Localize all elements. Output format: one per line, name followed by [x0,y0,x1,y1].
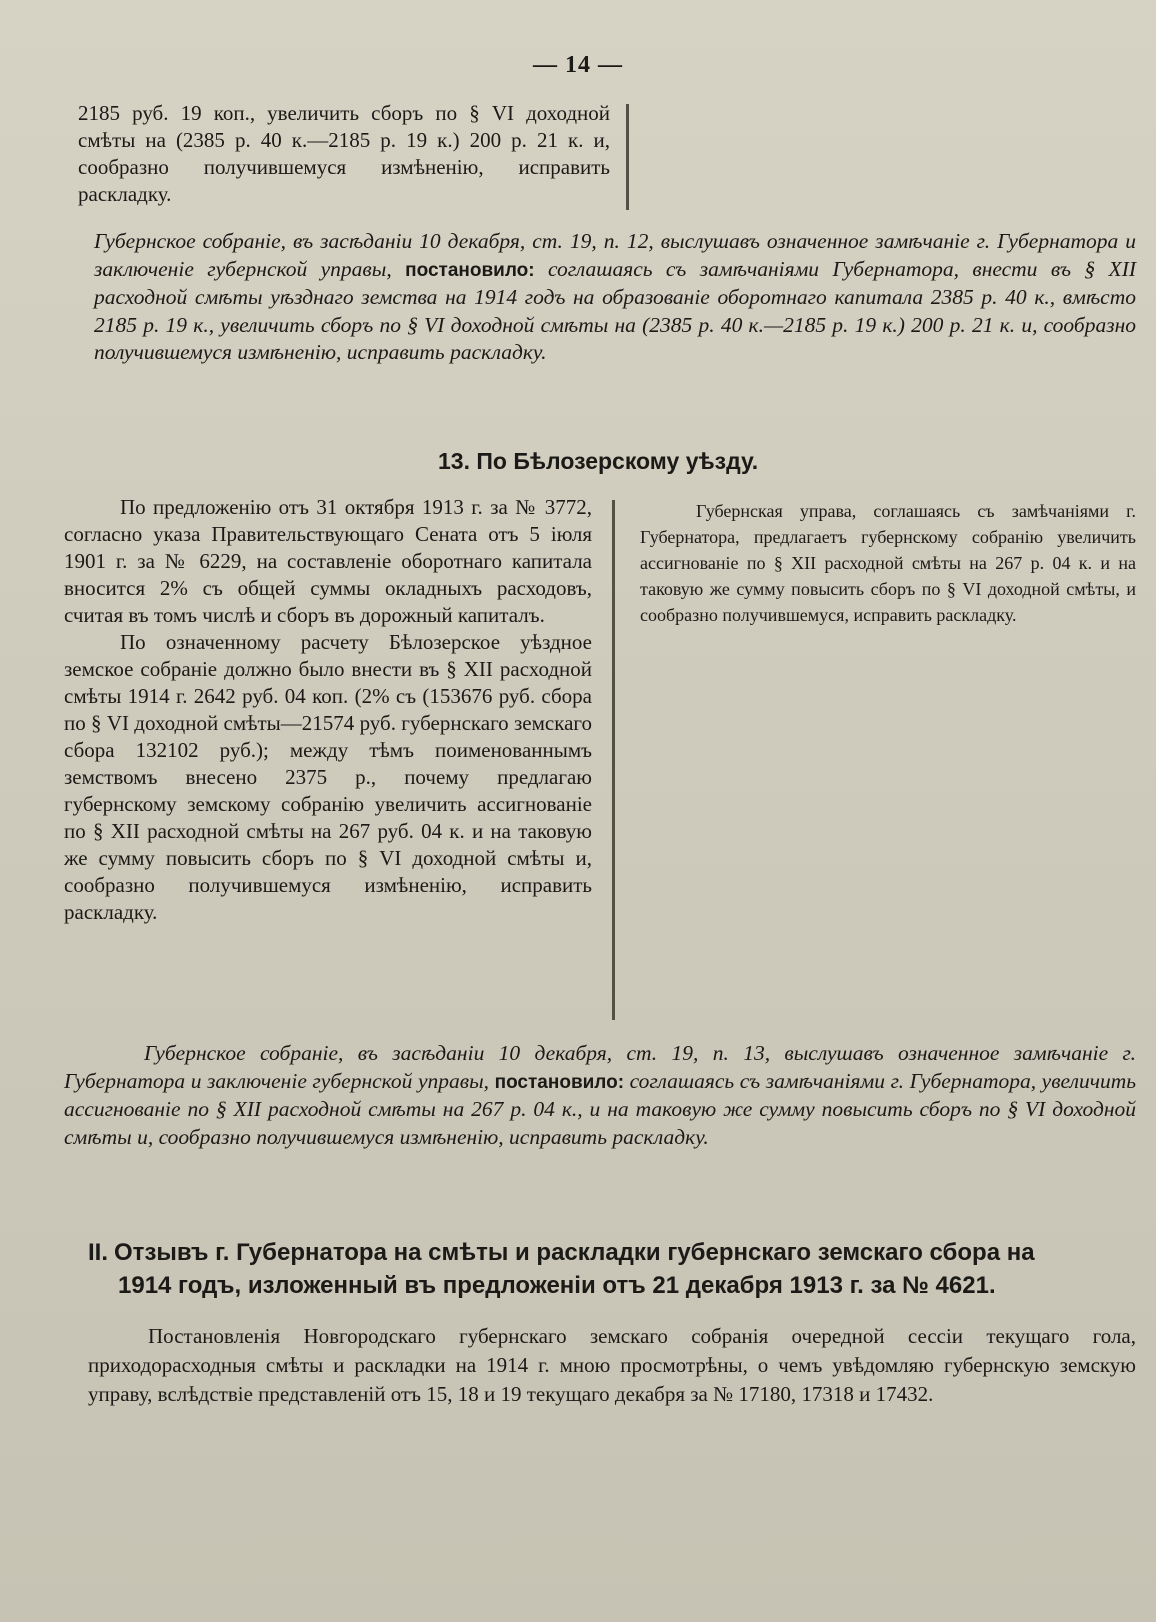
section-ii-heading-line-2: 1914 годъ, изложенный въ предложеніи отъ 21 декабря 1913 г. за № 4621. [118,1272,996,1299]
section-13-left-paragraph-1: По предложенію отъ 31 октября 1913 г. за № 3772, согласно указа Правительствующаго Сената отъ 5 іюля 1901 г. за № 6229, на составленіе оборотнаго капитала вносится 2% съ общей суммы окладныхъ расходовъ, считая въ томъ числѣ и сборъ въ дорожный капиталъ. [64,495,592,627]
section-13-right-column [640,498,1136,628]
column-divider-top [626,104,629,210]
resolution-13-after: соглашаясь съ замѣчаніями г. Губернатора, увеличить ассигнованіе по § XII расходной смѣты на 267 р. 04 к., и на таковую же сумму повысить сборъ по § VI доходной смѣты и, сообразно получившемуся измѣненію, исправить раскладку. [64,1068,1137,1149]
page-number: — 14 — [533,52,623,78]
resolution-12-before: Губернское собраніе, въ засѣданіи 10 декабря, ст. 19, п. 12, выслушавъ означенное замѣчаніе г. Губернатора и заключеніе губернской управы, [94,229,1136,281]
section-ii-body-paragraph: Постановленія Новгородскаго губернскаго земскаго собранія очередной сессіи текущаго гола, приходорасходныя смѣты и раскладки на 1914 г. мною просмотрѣны, о чемъ увѣдомляю губернскую земскую управу, вслѣдствіе представленій отъ 15, 18 и 19 текущаго декабря за № 17180, 17318 и 17432. [88,1324,1136,1406]
carry-over-paragraph: 2185 руб. 19 коп., увеличить сборъ по § VI доходной смѣты на (2385 р. 40 к.—2185 р. 19 к.) 200 р. 21 к. и, сообразно получившемуся измѣненію, исправить раскладку. [78,101,610,206]
section-13-left-paragraph-2: По означенному расчету Бѣлозерское уѣздное земское собраніе должно было внести въ § XII расходной смѣты 1914 г. 2642 руб. 04 коп. (2% съ (153676 руб. сбора по § VI доходной смѣты—21574 руб. губернскаго земскаго сбора 132102 руб.); между тѣмъ поименованнымъ земствомъ внесено 2375 р., почему предлагаю губернскому земскому собранію увеличить ассигнованіе по § XII расходной смѣты на 267 руб. 04 к. и на таковую же сумму повысить сборъ по § VI доходной смѣты и, сообразно получившемуся измѣненію, исправить раскладку. [64,630,592,924]
section-13-left-column [64,494,592,926]
resolution-13-keyword: постановило: [494,1071,625,1093]
section-13-right-paragraph: Губернская управа, соглашаясь съ замѣчаніями г. Губернатора, предлагаетъ губернскому собранію увеличить ассигнованіе по § XII расходной смѣты на 267 р. 04 к. и на таковую же сумму повысить сборъ по § VI доходной смѣты, и сообразно получившемуся, исправить раскладку. [640,501,1136,625]
resolution-12-block [94,228,1136,367]
section-ii-roman-numeral: II. [88,1239,109,1266]
carry-over-text-block [78,100,610,208]
resolution-12-keyword: постановило: [405,259,535,281]
resolution-12-after: соглашаясь съ замѣчаніями Губернатора, внести въ § XII расходной смѣты уѣзднаго земства на 1914 годъ на образованіе оборотнаго капитала 2385 р. 40 к., вмѣсто 2185 р. 19 к., увеличить сборъ по § VI доходной смѣты на (2385 р. 40 к.—2185 р. 19 к.) 200 р. 21 к. и, сообразно получившемуся измѣненію, исправить раскладку. [94,256,1137,364]
resolution-13-block [64,1040,1136,1151]
section-13-heading: 13. По Бѣлозерскому уѣзду. [438,448,759,474]
section-ii-heading [88,1236,1136,1302]
section-ii-body-block [88,1322,1136,1409]
column-divider-middle [612,500,615,1020]
resolution-13-before: Губернское собраніе, въ засѣданіи 10 декабря, ст. 19, п. 13, выслушавъ означенное замѣчаніе г. Губернатора и заключеніе губернской управы, [64,1041,1136,1093]
resolution-13-paragraph [64,1040,1136,1151]
section-ii-heading-line-1: Отзывъ г. Губернатора на смѣты и раскладки губернскаго земскаго сбора на [114,1239,1035,1266]
resolution-12-paragraph [94,228,1136,367]
